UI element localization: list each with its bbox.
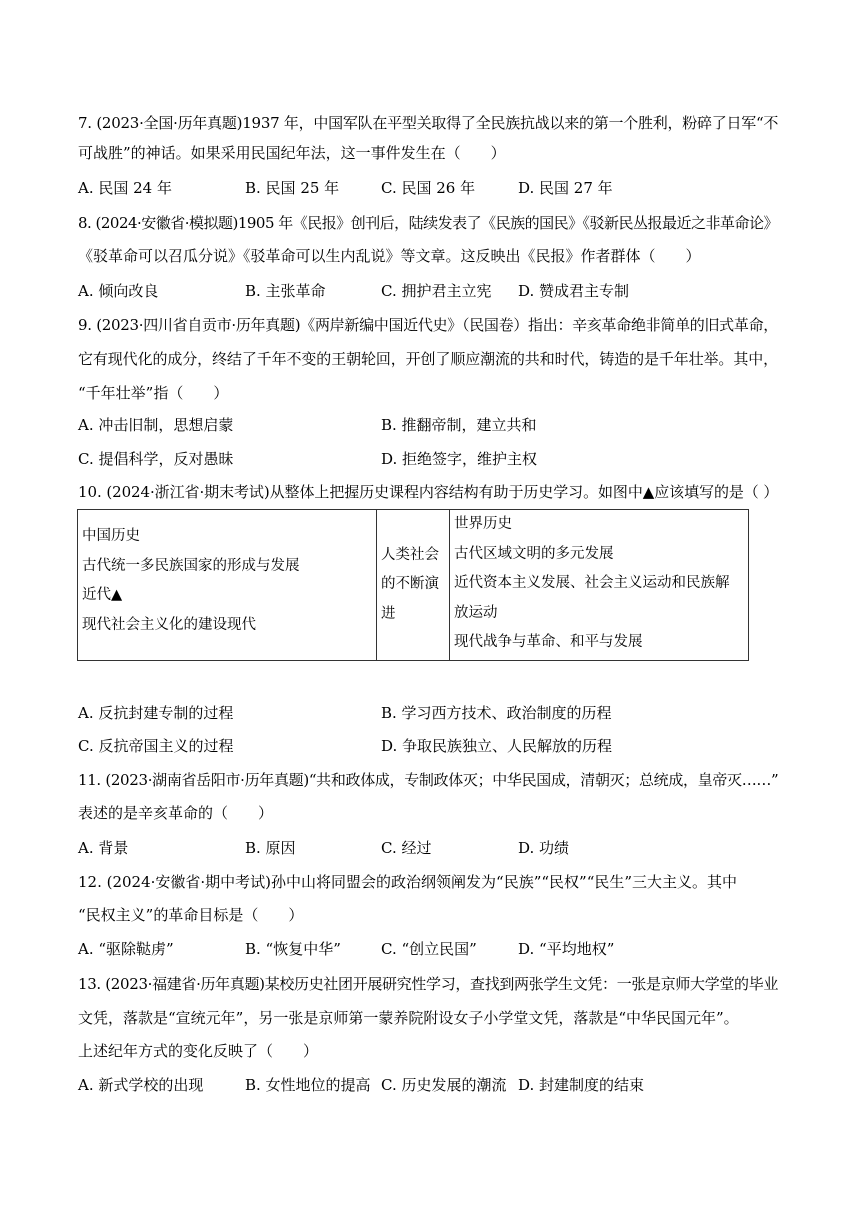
- q11-stem-line2: 表述的是辛亥革命的（ ）: [78, 804, 274, 822]
- q12-option-c: C. “创立民国”: [381, 940, 477, 958]
- table-middle-line-1: 人类社会: [381, 546, 439, 563]
- q13-option-a: A. 新式学校的出现: [78, 1076, 204, 1094]
- table-left-line-1: 中国历史: [82, 528, 140, 544]
- history-structure-table: [77, 509, 749, 661]
- q8-option-a: A. 倾向改良: [78, 282, 159, 300]
- q9-stem-line3: “千年壮举”指（ ）: [78, 384, 229, 402]
- table-right-line-1: 世界历史: [454, 516, 512, 532]
- table-human-society-cell: [377, 510, 450, 661]
- q7-stem-line1: 7. (2023·全国·历年真题)1937 年，中国军队在平型关取得了全民族抗战以来的第一个胜利，粉碎了日军“不: [78, 114, 779, 132]
- q7-option-d: D. 民国 27 年: [518, 179, 613, 197]
- q9-stem-line1: 9. (2023·四川省自贡市·历年真题)《两岸新编中国近代史》（民国卷）指出：辛亥革命绝非简单的旧式革命，: [78, 316, 778, 334]
- q7-option-b: B. 民国 25 年: [245, 179, 340, 197]
- table-chinese-history-cell: [78, 510, 377, 661]
- q7-option-c: C. 民国 26 年: [381, 179, 476, 197]
- q13-option-c: C. 历史发展的潮流: [381, 1076, 507, 1094]
- q9-option-c: C. 提倡科学，反对愚昧: [78, 450, 234, 468]
- q13-option-d: D. 封建制度的结束: [518, 1076, 645, 1094]
- q8-option-c: C. 拥护君主立宪: [381, 282, 492, 300]
- table-right-line-3: 近代资本主义发展、社会主义运动和民族解: [454, 575, 730, 591]
- table-left-line-2: 古代统一多民族国家的形成与发展: [82, 557, 300, 574]
- q8-stem-line2: 《驳革命可以召瓜分说》《驳革命可以生内乱说》等文章。这反映出《民报》作者群体（ ）: [78, 247, 701, 265]
- q9-option-b: B. 推翻帝制，建立共和: [381, 416, 537, 434]
- table-right-line-4: 放运动: [454, 604, 498, 621]
- q11-stem-line1: 11. (2023·湖南省岳阳市·历年真题)“共和政体成，专制政体灭；中华民国成，清朝灭；总统成，皇帝灭……”: [78, 771, 779, 789]
- q7-stem-line2: 可战胜”的神话。如果采用民国纪年法，这一事件发生在（ ）: [78, 144, 506, 162]
- q10-option-c: C. 反抗帝国主义的过程: [78, 737, 234, 755]
- q9-stem-line2: 它有现代化的成分，终结了千年不变的王朝轮回，开创了顺应潮流的共和时代，铸造的是千年壮举。其中，: [78, 350, 779, 368]
- q13-option-b: B. 女性地位的提高: [245, 1076, 371, 1094]
- q10-stem-line1: 10. (2024·浙江省·期末考试)从整体上把握历史课程内容结构有助于历史学习。如图中▲应该填写的是（ ）: [78, 483, 779, 501]
- q8-option-d: D. 赞成君主专制: [518, 282, 630, 300]
- table-right-line-2: 古代区域文明的多元发展: [454, 545, 614, 562]
- table-left-line-4: 现代社会主义化的建设现代: [82, 616, 256, 633]
- q10-option-a: A. 反抗封建专制的过程: [78, 704, 234, 722]
- q10-option-d: D. 争取民族独立、人民解放的历程: [381, 737, 613, 755]
- table-world-history-cell: [450, 510, 749, 661]
- q12-option-b: B. “恢复中华”: [245, 940, 341, 958]
- q11-option-b: B. 原因: [245, 839, 296, 857]
- q9-option-a: A. 冲击旧制，思想启蒙: [78, 416, 234, 434]
- table-right-line-5: 现代战争与革命、和平与发展: [454, 634, 643, 650]
- q12-option-a: A. “驱除鞑虏”: [78, 940, 174, 958]
- q12-stem-line1: 12. (2024·安徽省·期中考试)孙中山将同盟会的政治纲领阐发为“民族”“民权”“民生”三大主义。其中: [78, 873, 738, 891]
- table-middle-line-2: 的不断演: [381, 576, 439, 593]
- q13-stem-line3: 上述纪年方式的变化反映了（ ）: [78, 1042, 319, 1060]
- table-left-line-3: 近代▲: [82, 587, 123, 603]
- q11-option-a: A. 背景: [78, 839, 129, 857]
- q13-stem-line1: 13. (2023·福建省·历年真题)某校历史社团开展研究性学习，查找到两张学生文凭：一张是京师大学堂的毕业: [78, 975, 779, 993]
- q8-stem-line1: 8. (2024·安徽省·模拟题)1905 年《民报》创刊后，陆续发表了《民族的国民》《驳新民丛报最近之非革命论》: [78, 214, 778, 232]
- q13-stem-line2: 文凭，落款是“宣统元年”，另一张是京师第一蒙养院附设女子小学堂文凭，落款是“中华民国元年”。: [78, 1009, 739, 1027]
- q8-option-b: B. 主张革命: [245, 282, 326, 300]
- q12-option-d: D. “平均地权”: [518, 940, 615, 958]
- q10-option-b: B. 学习西方技术、政治制度的历程: [381, 704, 612, 722]
- q12-stem-line2: “民权主义”的革命目标是（ ）: [78, 906, 304, 924]
- q11-option-c: C. 经过: [381, 839, 432, 857]
- q11-option-d: D. 功绩: [518, 839, 570, 857]
- q9-option-d: D. 拒绝签字，维护主权: [381, 450, 538, 468]
- table-middle-line-3: 进: [381, 605, 396, 622]
- q7-option-a: A. 民国 24 年: [78, 179, 172, 197]
